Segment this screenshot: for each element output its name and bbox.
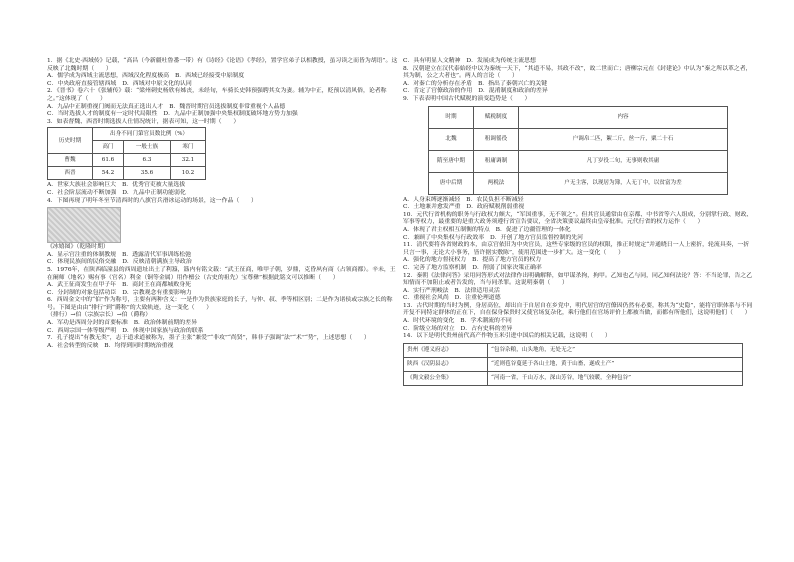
table-cell: 租庸调制 bbox=[474, 150, 519, 172]
table-row bbox=[429, 150, 728, 172]
table-cell: 35.6 bbox=[124, 167, 171, 180]
question-7-options-ab: A．社会转型的反映 B．均得到同时期统治重视 bbox=[47, 342, 174, 349]
table-cell: 租调徭役 bbox=[474, 128, 519, 150]
left-column bbox=[47, 58, 401, 350]
table-header: 一般士族 bbox=[124, 141, 171, 154]
table-row bbox=[429, 128, 728, 150]
skating-painting-image bbox=[47, 207, 121, 243]
table-header: 出身不同门第官员数比例（%） bbox=[93, 128, 206, 141]
table-row bbox=[404, 357, 743, 371]
officials-origin-table bbox=[47, 127, 206, 180]
right-column bbox=[403, 58, 755, 388]
table-header: 内容 bbox=[519, 106, 728, 128]
question-7: 7．孔子提出“有教无类”，志于道求道被称为，墨子主张“兼爱”“非攻”“尚贤”，韩非子强调“法”“术”“势”，上述思想（ ） bbox=[47, 335, 370, 342]
question-13: 13．古代时期的当时为例，身居高位，却出自于自居自在乡党中，明代居官的官僚因仍然有必要，称其为“史隐”，能将官职体系与不同开复不同特定群体的正在下，自在保身保贵时又使官场复杂化，乘行他们在官场评价上都被当做，而都有所他们，这说明他们（ ） bbox=[403, 302, 753, 317]
table-row bbox=[429, 172, 728, 194]
table-header: 寒门 bbox=[171, 141, 206, 154]
question-10-options-cd: C．兼顾了中央集权与行政效率 D．开创了地方官员监督控制的先河 bbox=[403, 234, 584, 241]
table-cell: “近则苞谷蔓延于各山土地，黄于山畜，遂成土产” bbox=[488, 357, 743, 371]
table-cell: 《陶文毅公全集》 bbox=[404, 371, 488, 385]
table-cell: 唐中后期 bbox=[429, 172, 474, 194]
question-6: 6．西周金文中的“伯”作为称号，主要有两种含义：一是作为贵族家庭的长子，与仲、叔、季等相区别；二是作为诸侯或宗族之长的称号。下图是由由“排行”到“爵称”的大致轨迹，这一变化（ ） bbox=[47, 297, 393, 311]
table-cell: 贵州《遵义府志》 bbox=[404, 343, 488, 357]
table-row bbox=[48, 167, 206, 180]
question-1: 1．据《北史·西域传》记载，“高昌（今新疆吐鲁番一带）有《诗经》《论语》《孝经》，置学官弟子以相教授，虽习读之而皆为胡语”。这反映了北魏时期（ ） bbox=[47, 58, 398, 72]
question-10: 10．元代行省机构的职务与行政权力颇大，“军国重事，无不领之”。但其官员通常由在京都、中书省等六人组成，分别掌行政、财政、军事等权力，最重要的是重大政务须遵行省宣告要议，全省决策要议最终由皇帝批准。元代行省的权力运作（ ） bbox=[403, 211, 753, 226]
table-cell: 陕西《汉阴县志》 bbox=[404, 357, 488, 371]
table-cell: 北魏 bbox=[429, 128, 474, 150]
table-cell: 61.6 bbox=[93, 154, 124, 167]
question-8-options-ab: A．对秦亡的分析存在矛盾 B．指出了秦朝兴亡的关键 bbox=[403, 80, 548, 87]
table-cell: 32.1 bbox=[171, 154, 206, 167]
question-11: 11．清代要将各省财政的本，由京官依旧为中央官员，这些专家级的官员的权限，推正时规定“并通晓日一人上密折，轮流具奏，一折只言一事，无论大小事务，皆许据实敷陈”，使用范围进一步扩大。这一变化（ ） bbox=[403, 242, 750, 256]
table-header: 历史时期 bbox=[48, 128, 93, 154]
question-4-options-cd: C．体现民族间的民俗交融 D．反映清朝满族主导政治 bbox=[47, 259, 192, 266]
table-row bbox=[404, 343, 743, 357]
table-cell: 两税法 bbox=[474, 172, 519, 194]
question-5-options-cd: C．分封制的对象包括功臣 D．宗教观念有重要影响力 bbox=[47, 289, 192, 296]
question-14: 14．以下是明代贵州前代高产作物玉米引进中国后的相关记载，这说明（ ） bbox=[403, 333, 611, 340]
question-1-options-cd: C．中央政府直接管辖西域 D．西域对中原文化的认同 bbox=[47, 80, 192, 87]
question-11-options-ab: A．强化的地方督抚权力 B．提高了地方官员的权力 bbox=[403, 257, 542, 264]
table-header: 高门 bbox=[93, 141, 124, 154]
question-3-options-ab: A．世家大族社会影响巨大 B．优秀官吏被大量选拔 bbox=[47, 182, 186, 189]
question-2: 2．《晋书》卷六十《张辅传》载：“梁州刺史杨欣有姊丧，未经旬，车骑长史韩预强聘其女为妻。辅为中正，贬预以清风俗，论者称之。”这体现了（ ） bbox=[47, 88, 387, 102]
question-9-options-ab: A．人身束缚逐渐减轻 B．农民负担不断减轻 bbox=[403, 196, 524, 203]
question-1-options-ab: A．儒学成为西域主流思想，西域汉化程度极高 B．西域已经接受中原制度 bbox=[47, 73, 245, 80]
table-header: 时期 bbox=[429, 106, 474, 128]
table-row bbox=[48, 154, 206, 167]
question-8-options-cd: C．肯定了官僚政治的作用 D．混淆制度和政治的差异 bbox=[403, 88, 548, 95]
question-10-options-ab: A．体现了君主权相互制衡的特点 B．促进了边疆管理的一体化 bbox=[403, 226, 571, 233]
question-4: 4．下图再现了明年冬至节清西时的八旗官兵滑冰运动的场景，这一作品（ ） bbox=[47, 197, 257, 204]
table-cell: 6.3 bbox=[124, 154, 171, 167]
question-5-options-ab: A．武王征商发生在甲子年 B．商封王在商都城败身死 bbox=[47, 282, 192, 289]
question-2-options-cd: C．当时选拔人才的制度有一定时代局限性 D．九品中正制加强中央集权制度破坏地方势力加强 bbox=[47, 111, 298, 118]
question-9-options-cd: C．土地兼并愈发严重 D．政府赋税削弱重视 bbox=[403, 204, 525, 211]
question-7-options-cd: C．具有明显人文精神 D．发展成为传统主流思想 bbox=[403, 58, 536, 64]
question-9: 9．下表表明中国古代赋税的演变趋势是（ ） bbox=[403, 95, 531, 102]
image-caption: 《冰嬉图》（乾隆时期） bbox=[47, 244, 109, 251]
table-cell: 凡丁岁役二旬，无事则收其庸 bbox=[519, 150, 728, 172]
question-6-options-ab: A．军功是西周分封的首要标准 B．政治体制前期的差异 bbox=[47, 320, 197, 327]
corn-records-table bbox=[403, 343, 743, 386]
question-6-options-cd: C．西周宗国一体等级严明 D．体现中国家族与政治的联系 bbox=[47, 327, 204, 334]
question-3: 3．如表督魏、西晋时期选拔人仕情况统计，据表可知，这一时期（ ） bbox=[47, 118, 240, 125]
question-12-options-cd: C．重视社会风尚 D．注重伦理道德 bbox=[403, 295, 501, 302]
question-5: 5．1976年，在陕西临潼县的西周遗址出土了利簋，簋内有铭文载：“武王征商，唯甲子朝，岁鼎，克昏夙有商（占领商都）。辛未，王在阑师（地名）赐有事（官名）利金（铜等金属）用作檀公（古史的祖先）宝尊彝”根据此铭文可以推断（ ） bbox=[47, 266, 396, 281]
tax-system-table bbox=[428, 106, 728, 195]
table-cell: 隋至唐中期 bbox=[429, 150, 474, 172]
question-12-options-ab: A．实行严刑峻法 B．法律适用灵活 bbox=[403, 287, 500, 294]
table-header: 赋税制度 bbox=[474, 106, 519, 128]
question-13-options-ab: A．时代环境的变化 B．学术潮流的不同 bbox=[403, 318, 512, 325]
table-cell: 54.2 bbox=[93, 167, 124, 180]
table-row bbox=[404, 371, 743, 385]
table-cell: 10.2 bbox=[171, 167, 206, 180]
question-3-options-cd: C．社会阶层流动不断加强 D．九品中正制功能弱化 bbox=[47, 189, 186, 196]
table-cell: “河南一省，千山万水，深山芳谷，地气较暖，全种包谷” bbox=[488, 371, 743, 385]
question-2-options-ab: A．九品中正制重视门阀而无法真正选出人才 B．魏晋时期官员选拔制度非常重视个人品德 bbox=[47, 103, 286, 110]
question-6-diagram: （排行）→伯（宗族宗长）→伯（爵称） bbox=[47, 312, 152, 319]
table-cell: 曹魏 bbox=[48, 154, 93, 167]
table-cell: “包谷杂粮，山头地角，无处无之” bbox=[488, 343, 743, 357]
question-13-options-cd: C．阶级立场的对立 D．占有史料的差异 bbox=[403, 325, 513, 332]
table-cell: 户调帛二匹，絮二斤，丝一斤，粟二十石 bbox=[519, 128, 728, 150]
table-cell: 户无主客，以现居为簿，人无丁中，以贫富为差 bbox=[519, 172, 728, 194]
question-12: 12．秦朝《法律问答》采用问答形式对法律作出明确解释，如甲谋杀拘，拘甲。乙知也乙与同，同乙知何法论？答：不当论罪，告之乙知情而不加阻止或者告发的，当与同杀罪。这说明秦朝（ ） bbox=[403, 272, 753, 287]
question-11-options-cd: C．完善了地方监察机制 D．削弱了国家决策正确率 bbox=[403, 264, 542, 271]
table-cell: 西晋 bbox=[48, 167, 93, 180]
question-8: 8．汉朝建立在汉代泰始经中以为秦统一天下，“其道不易，其政不改”，故二世而亡；唐柳宗元在《封建论》中认为“秦之所以革之者，其为制，公之大者也”。两人的言论（ ） bbox=[403, 65, 752, 80]
question-4-options-ab: A．显示官注重的体制教规 B．透露清代军事训练松弛 bbox=[47, 251, 192, 258]
